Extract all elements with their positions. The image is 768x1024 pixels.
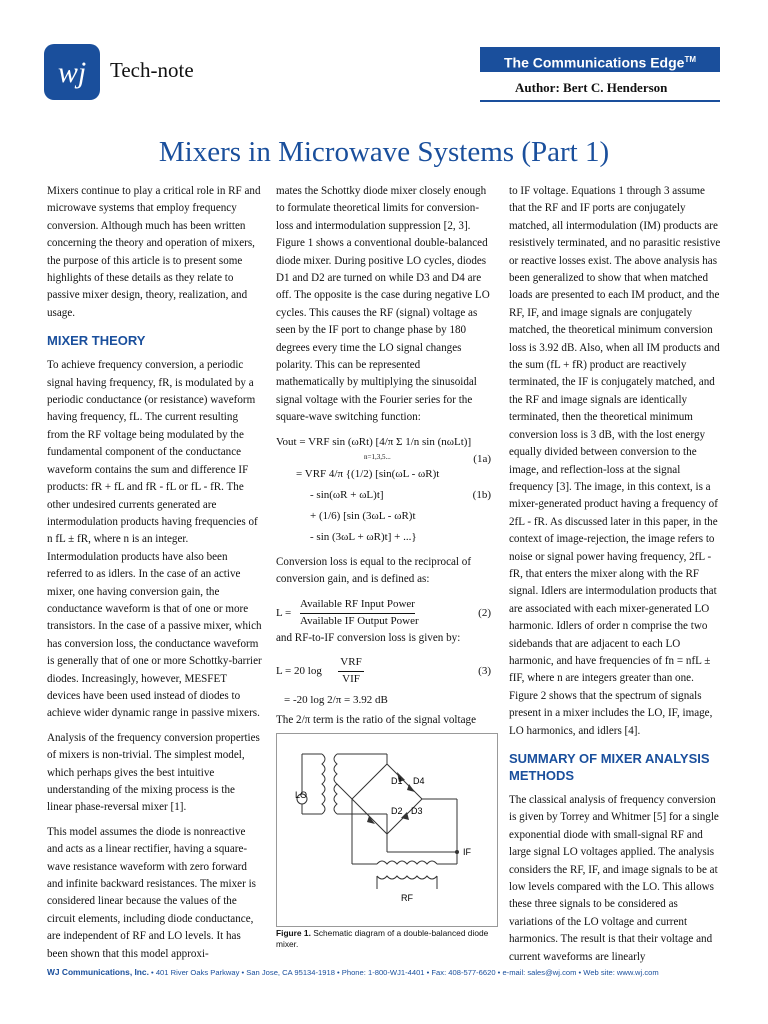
fig-label-if: IF (463, 847, 471, 857)
trademark: TM (684, 55, 697, 64)
eq-number: (3) (478, 664, 491, 677)
edge-text: The Communications Edge (503, 54, 685, 71)
paragraph: To achieve frequency conversion, a periodic signal having frequency, fR, is modulated by a periodic conductance (or resistance) waveform having frequency, fL. The current resulting from the RF voltage being modulated by the fundamental component of the conductance waveform contains the sum and difference IF products: fR + fL and fR - fL or fL - fR. The other undesired currents generated are intermodulation products having frequencies of n fL ± fR, where n is an integer. Intermodulation products have also been referred to as idlers. In the case of an active mixer, one having conversion gain, the conductance waveform is that of one or more transistors. In the case of a passive mixer, which has conversion loss, the conductance waveform is generally that of one or more Schottky-barrier diodes. Increasingly, however, MESFET devices have been used instead of diodes to achieve wider dynamic range in passive mixers. (47, 359, 262, 720)
fig-label-d4: D4 (413, 776, 425, 786)
eq-line: - sin(ωR + ωL)t] (310, 488, 384, 501)
eq-lhs: L = (276, 606, 292, 619)
section-heading-mixer-theory: MIXER THEORY (47, 333, 146, 349)
figure-1 (276, 733, 498, 927)
eq-number: (1a) (473, 452, 491, 465)
paragraph: mates the Schottky diode mixer closely enough to formulate theoretical limits for conversion-loss and intermodulation suppression [2, 3]. Figure 1 shows a conventional double-balanced diode mixer. During positive LO cycles, diodes D1 and D2 are turned on while D3 and D4 are off. The opposite is the case during negative LO cycles. This causes the RF (signal) voltage as seen by the IF port to change phase by 180 degrees every time the LO signal changes polarity. This can be represented mathematically by multiplying the sinusoidal signal voltage with the Fourier series for the square-wave switching function: (276, 185, 490, 424)
edge-banner (480, 47, 720, 72)
fig-label-d1: D1 (391, 776, 403, 786)
eq-number: (2) (478, 606, 491, 619)
header-rule (480, 100, 720, 102)
eq-line: - sin (3ωL + ωR)t] + ...} (310, 530, 417, 543)
footer-contact: • 401 River Oaks Parkway • San Jose, CA 95134-1918 • Phone: 1-800-WJ1-4401 • Fax: 408-577-6620 • e-mail: sales@wj.com • Web site: www.wj.com (151, 968, 659, 977)
eq-denominator: VIF (342, 672, 360, 685)
caption-label: Figure 1. (276, 928, 311, 938)
eq-denominator: Available IF Output Power (300, 614, 419, 627)
eq-text: Vout = VRF sin (ωRt) [4/π Σ 1/n sin (nωLt)] (276, 435, 472, 448)
paragraph: This model assumes the diode is nonreactive and acts as a linear rectifier, having a square-wave resistance waveform with zero forward and infinite backward resistances. The mixer is considered linear because the values of the circuit elements, including diode conductance, are independent of RF and LO levels. It has been shown that this model approxi- (47, 825, 256, 960)
paragraph: The 2/π term is the ratio of the signal voltage (276, 713, 476, 726)
eq-number: (1b) (472, 488, 491, 501)
eq-numerator: VRF (338, 654, 364, 672)
column-1 (47, 183, 262, 970)
page-title: Mixers in Microwave Systems (Part 1) (158, 136, 610, 168)
caption-text: Schematic diagram of a double-balanced diode mixer. (276, 928, 489, 949)
footer (47, 967, 727, 977)
fig-label-d3: D3 (411, 806, 423, 816)
technote-label: Tech-note (110, 58, 194, 82)
paragraph: Mixers continue to play a critical role in RF and microwave systems that employ frequency conversion. Although much has been written concerning the theory and operation of mixers, the purpose of this article is to present some highlights of these details as they relate to passive mixer design, theory, realization, and usage. (47, 185, 261, 319)
paragraph: Conversion loss is equal to the reciprocal of conversion gain, and is defined as: (276, 555, 472, 586)
section-heading-summary: SUMMARY OF MIXER ANALYSIS METHODS (509, 751, 710, 783)
paragraph: Analysis of the frequency conversion properties of mixers is non-trivial. The simplest model, which perhaps gives the best intuitive understanding of the mixing process is the linear phase-reversal mixer [1]. (47, 731, 260, 814)
eq-line: = VRF 4/π {(1/2) [sin(ωL - ωR)t (296, 467, 440, 480)
equation-2 (276, 596, 491, 630)
paragraph: The classical analysis of frequency conversion is given by Torrey and Whitmer [5] for a single exponential diode with small-signal RF and large signal LO voltages applied. The analysis considers the RF, IF, and image signals to be at low levels compared with the LO. This allows these three signals to be considered as variations of the LO voltage and current harmonics. The result is that their voltage and current waveforms are linearly (509, 794, 719, 963)
fig-label-rf: RF (401, 893, 413, 903)
paragraph: to IF voltage. Equations 1 through 3 assume that the RF and IF ports are conjugately matched, all intermodulation (IM) products are resistively terminated, and no parasitic resistive or reactive losses exist. The above analysis has been generalized to show that when matched loads are presented to each IM product, and the RF, IF, and image signals are conjugately matched, the theoretical minimum conversion loss is 3.92 dB. Also, when all IM products and the sum (fL + fR) product are reactively terminated, the IF is conjugately matched, and the RF and image signals are identically terminated, then the theoretical minimum conversion loss is 3 dB, with the lost energy equally divided between conversion to the image, and reflection-loss at the signal frequency [3]. The image, in this context, is a mixer-generated product having a frequency of 2fL - fR. As discussed later in this paper, in the context of image-rejection, the image refers to noise or signal power having frequency, 2fL - fR, that enters the mixer along with the RF signal. Idlers are intermodulation products that are associated with each mixer-generated LO harmonic. Idlers of order n comprise the two sidebands that are adjacent to each LO harmonic, and have frequencies of fn = nfL ± fIF, where n are integers greater than one. Figure 2 shows that the spectrum of signals present in a mixer includes the LO, IF, image, LO harmonics, and idlers [4]. (509, 185, 721, 737)
eq-line: + (1/6) [sin (3ωL - ωR)t (310, 509, 416, 522)
eq-numerator: Available RF Input Power (300, 596, 415, 614)
mixer-schematic (277, 734, 497, 926)
paragraph: and RF-to-IF conversion loss is given by: (276, 631, 461, 644)
sum-limits: n=1,3,5... (364, 452, 391, 461)
author-line: Author: Bert C. Henderson (515, 80, 668, 95)
logo-text: wj (57, 56, 87, 89)
fig-label-d2: D2 (391, 806, 403, 816)
equation-1a (276, 434, 491, 466)
wj-logo (44, 44, 100, 100)
equation-3 (276, 654, 491, 712)
footer-company: WJ Communications, Inc. (47, 967, 149, 977)
fig-label-lo: LO (295, 790, 308, 800)
column-2 (276, 183, 491, 736)
figure-caption (276, 928, 498, 950)
eq-lhs: L = 20 log (276, 664, 322, 677)
equation-1b (276, 466, 491, 546)
column-3 (509, 183, 724, 973)
eq-line: = -20 log 2/π = 3.92 dB (284, 693, 388, 706)
